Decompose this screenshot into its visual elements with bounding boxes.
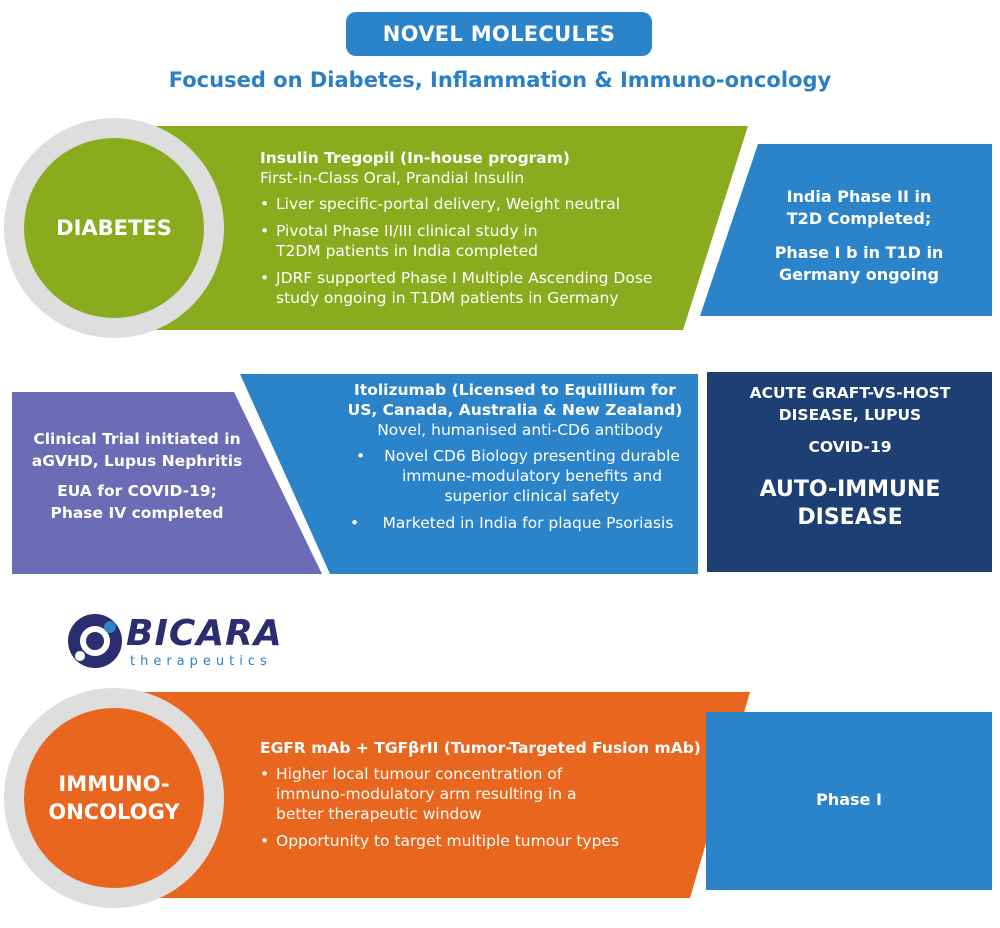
section-title-pill: NOVEL MOLECULES (346, 12, 652, 56)
immuno-circle (24, 708, 204, 888)
list-item: • Opportunity to target multiple tumour types (260, 831, 720, 851)
list-item: • Novel CD6 Biology presenting durable immune-modulatory benefits and superior clinical safety (356, 446, 692, 506)
diabetes-status-line2: Phase I b in T1D in Germany ongoing (774, 243, 944, 284)
autoimmune-indications: ACUTE GRAFT-VS-HOST DISEASE, LUPUS (749, 384, 951, 424)
autoimmune-trial-line2: EUA for COVID-19; Phase IV completed (50, 482, 224, 522)
immuno-program-title: EGFR mAb + TGFβrII (Tumor-Targeted Fusion mAb) (260, 739, 701, 757)
autoimmune-program-title: Itolizumab (Licensed to Equillium for US, Canada, Australia & New Zealand) (347, 381, 683, 419)
list-item: • Liver specific-portal delivery, Weight neutral (260, 194, 680, 214)
list-item: • Pivotal Phase II/III clinical study in T2DM patients in India completed (260, 221, 576, 261)
bicara-tagline: therapeutics (130, 654, 272, 669)
autoimmune-covid: COVID-19 (808, 438, 892, 456)
autoimmune-category: AUTO-IMMUNE DISEASE (759, 477, 941, 530)
immuno-label-line2: ONCOLOGY (48, 800, 180, 824)
diabetes-program-subtitle: First-in-Class Oral, Prandial Insulin (260, 169, 525, 187)
diabetes-label: DIABETES (56, 216, 172, 240)
section-subtitle: Focused on Diabetes, Inflammation & Immuno-oncology (168, 68, 832, 92)
immuno-status (706, 790, 992, 809)
bicara-name: BICARA (126, 613, 283, 654)
immuno-label-line1: IMMUNO- (58, 772, 170, 796)
list-item: • Higher local tumour concentration of immuno-modulatory arm resulting in a better therapeutic window (260, 764, 596, 824)
list-item: • Marketed in India for plaque Psoriasis (350, 513, 690, 533)
autoimmune-trial-line1: Clinical Trial initiated in aGVHD, Lupus Nephritis (31, 430, 243, 470)
diabetes-status-line1: India Phase II in T2D Completed; (786, 187, 932, 228)
diabetes-program-title: Insulin Tregopil (In-house program) (260, 149, 570, 167)
immuno-bullets (260, 764, 720, 851)
autoimmune-program-subtitle: Novel, humanised anti-CD6 antibody (377, 421, 663, 439)
immuno-status-label: Phase I (816, 790, 882, 809)
list-item: • JDRF supported Phase I Multiple Ascending Dose study ongoing in T1DM patients in Germany (260, 268, 686, 308)
immuno-program (260, 738, 720, 858)
